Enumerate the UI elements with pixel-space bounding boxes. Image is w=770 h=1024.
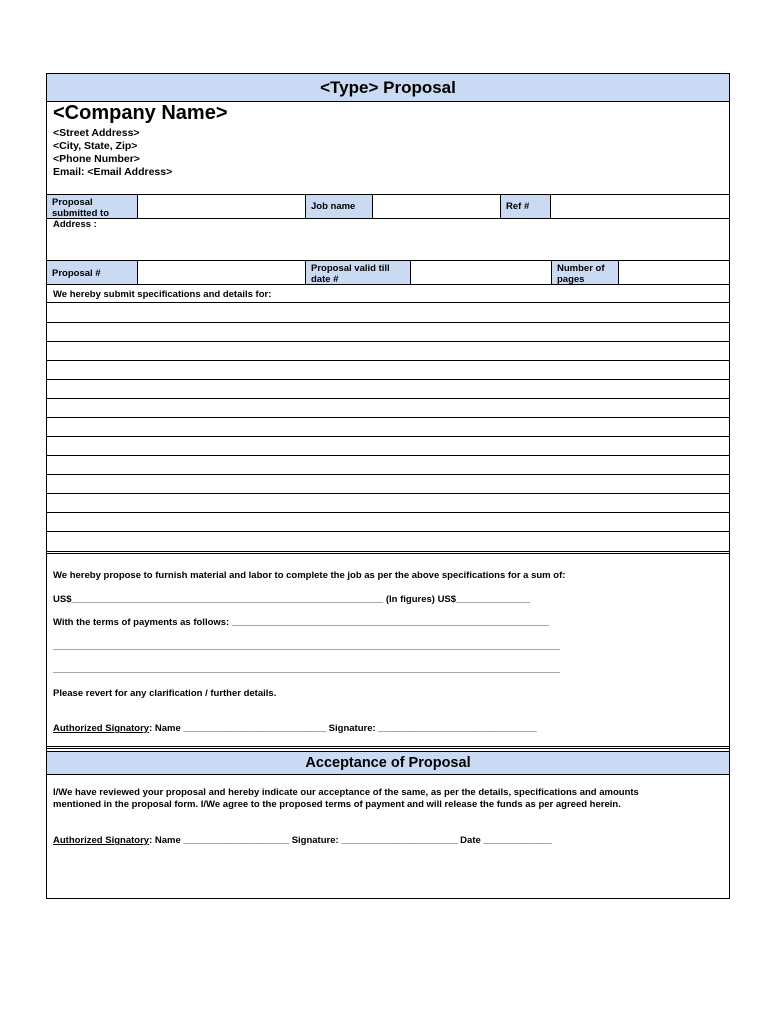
street-address: <Street Address>	[53, 127, 140, 139]
number-of-pages-label: Number of pages	[551, 260, 619, 285]
job-name-label: Job name	[305, 194, 373, 219]
job-name-field[interactable]	[372, 194, 501, 219]
acceptance-signatory-label: Authorized Signatory	[53, 835, 150, 846]
signatory-label: Authorized Signatory	[53, 723, 150, 734]
proposal-form	[46, 73, 730, 899]
address-label: Address :	[53, 219, 97, 230]
acceptance-signatory-fields: : Name ____________________ Signature: ______________________ Date _____________	[149, 835, 553, 846]
proposal-number-field[interactable]	[137, 260, 306, 285]
payment-terms[interactable]: With the terms of payments as follows: ____________________________________________________________	[53, 617, 549, 628]
acceptance-title: Acceptance of Proposal	[47, 751, 729, 775]
ref-label: Ref #	[500, 194, 551, 219]
proposal-submitted-to-label: Proposal submitted to	[47, 194, 138, 219]
blank-line-2[interactable]: ________________________________________________________________________________________________	[53, 664, 561, 675]
address-field[interactable]	[47, 232, 729, 260]
blank-line-1[interactable]: ________________________________________________________________________________________________	[53, 641, 561, 652]
valid-till-label: Proposal valid till date #	[305, 260, 411, 285]
company-name: <Company Name>	[53, 102, 228, 124]
acceptance-text-1: I/We have reviewed your proposal and hereby indicate our acceptance of the same, as per the details, specifications and amounts	[53, 787, 639, 798]
email-address: Email: <Email Address>	[53, 166, 173, 178]
furnish-statement: We hereby propose to furnish material and labor to complete the job as per the above specifications for a sum of:	[53, 570, 566, 581]
acceptance-text-2: mentioned in the proposal form. I/We agree to the proposed terms of payment and will release the funds as per agreed herein.	[53, 799, 621, 810]
specs-heading: We hereby submit specifications and details for:	[53, 289, 272, 300]
city-state-zip: <City, State, Zip>	[53, 140, 138, 152]
signatory-line[interactable]	[53, 723, 537, 734]
proposal-number-label: Proposal #	[47, 260, 138, 285]
phone-number: <Phone Number>	[53, 153, 140, 165]
sum-line[interactable]: US$___________________________________________________________ (In figures) US$______________	[53, 594, 531, 605]
revert-note: Please revert for any clarification / further details.	[53, 688, 277, 699]
proposal-submitted-to-field[interactable]	[137, 194, 306, 219]
signatory-fields: : Name ___________________________ Signature: ______________________________	[149, 723, 537, 734]
acceptance-signatory-line[interactable]	[53, 835, 552, 846]
valid-till-field[interactable]	[410, 260, 552, 285]
ref-field[interactable]	[550, 194, 729, 219]
proposal-title: <Type> Proposal	[47, 74, 729, 102]
number-of-pages-field[interactable]	[618, 260, 729, 285]
